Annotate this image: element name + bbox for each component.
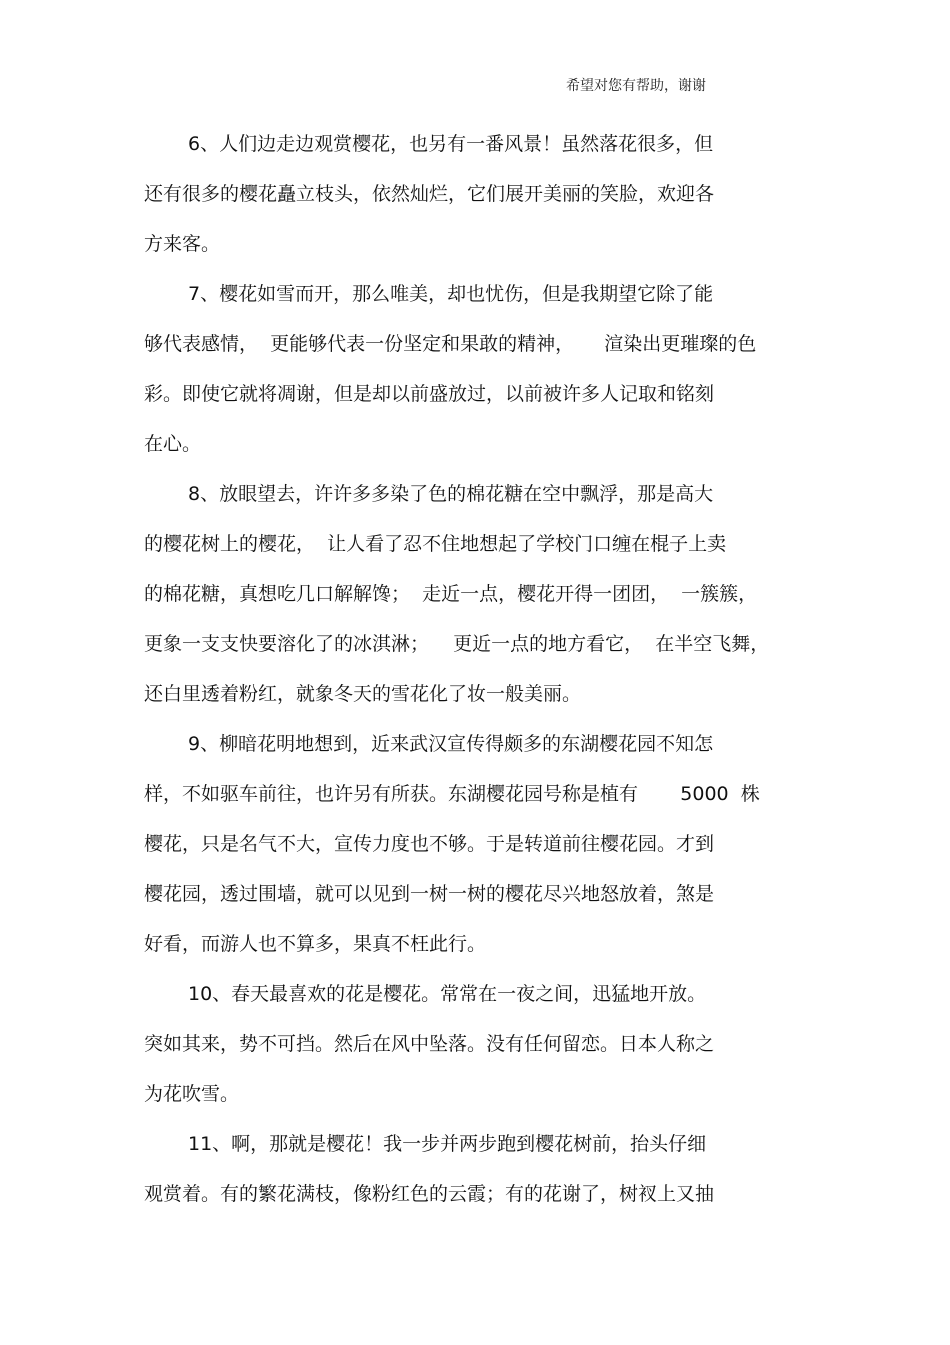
paragraph-line: 6、人们边走边观赏樱花，也另有一番风景！虽然落花很多，但 xyxy=(188,133,714,155)
page-header-note: 希望对您有帮助，谢谢 xyxy=(566,78,706,94)
paragraph-line: 方来客。 xyxy=(144,233,221,255)
paragraph-line: 样，不如驱车前往，也许另有所获。东湖樱花园号称是植有 5000 株 xyxy=(144,783,760,805)
paragraph-line: 为花吹雪。 xyxy=(144,1083,240,1105)
paragraph-line: 在心。 xyxy=(144,433,202,455)
paragraph-line: 樱花园，透过围墙，就可以见到一树一树的樱花尽兴地怒放着，煞是 xyxy=(144,883,715,905)
paragraph-line: 观赏着。有的繁花满枝，像粉红色的云霞；有的花谢了，树衩上又抽 xyxy=(144,1183,715,1205)
paragraph-line: 还有很多的樱花矗立枝头，依然灿烂，它们展开美丽的笑脸，欢迎各 xyxy=(144,183,715,205)
paragraph-line: 8、放眼望去，许许多多染了色的棉花糖在空中飘浮，那是高大 xyxy=(188,483,714,505)
paragraph-line: 好看，而游人也不算多，果真不枉此行。 xyxy=(144,933,487,955)
paragraph-line: 更象一支支快要溶化了的冰淇淋； 更近一点的地方看它， 在半空飞舞， xyxy=(144,633,770,655)
paragraph-line: 11、啊，那就是樱花！我一步并两步跑到樱花树前，抬头仔细 xyxy=(188,1133,707,1155)
paragraph-line: 9、柳暗花明地想到，近来武汉宣传得颇多的东湖樱花园不知怎 xyxy=(188,733,714,755)
paragraph-line: 突如其来，势不可挡。然后在风中坠落。没有任何留恋。日本人称之 xyxy=(144,1033,715,1055)
paragraph-line: 还白里透着粉红，就象冬天的雪花化了妆一般美丽。 xyxy=(144,683,582,705)
paragraph-line: 的樱花树上的樱花， 让人看了忍不住地想起了学校门口缠在棍子上卖 xyxy=(144,533,727,555)
paragraph-line: 的棉花糖，真想吃几口解解馋； 走近一点，樱花开得一团团， 一簇簇， xyxy=(144,583,758,605)
paragraph-line: 彩。即使它就将凋谢，但是却以前盛放过，以前被许多人记取和铭刻 xyxy=(144,383,715,405)
paragraph-line: 10、春天最喜欢的花是樱花。常常在一夜之间，迅猛地开放。 xyxy=(188,983,707,1005)
paragraph-line: 够代表感情， 更能够代表一份坚定和果敢的精神， 渲染出更璀璨的色 xyxy=(144,333,757,355)
paragraph-line: 7、樱花如雪而开，那么唯美，却也忧伤，但是我期望它除了能 xyxy=(188,283,714,305)
paragraph-line: 樱花，只是名气不大，宣传力度也不够。于是转道前往樱花园。才到 xyxy=(144,833,715,855)
